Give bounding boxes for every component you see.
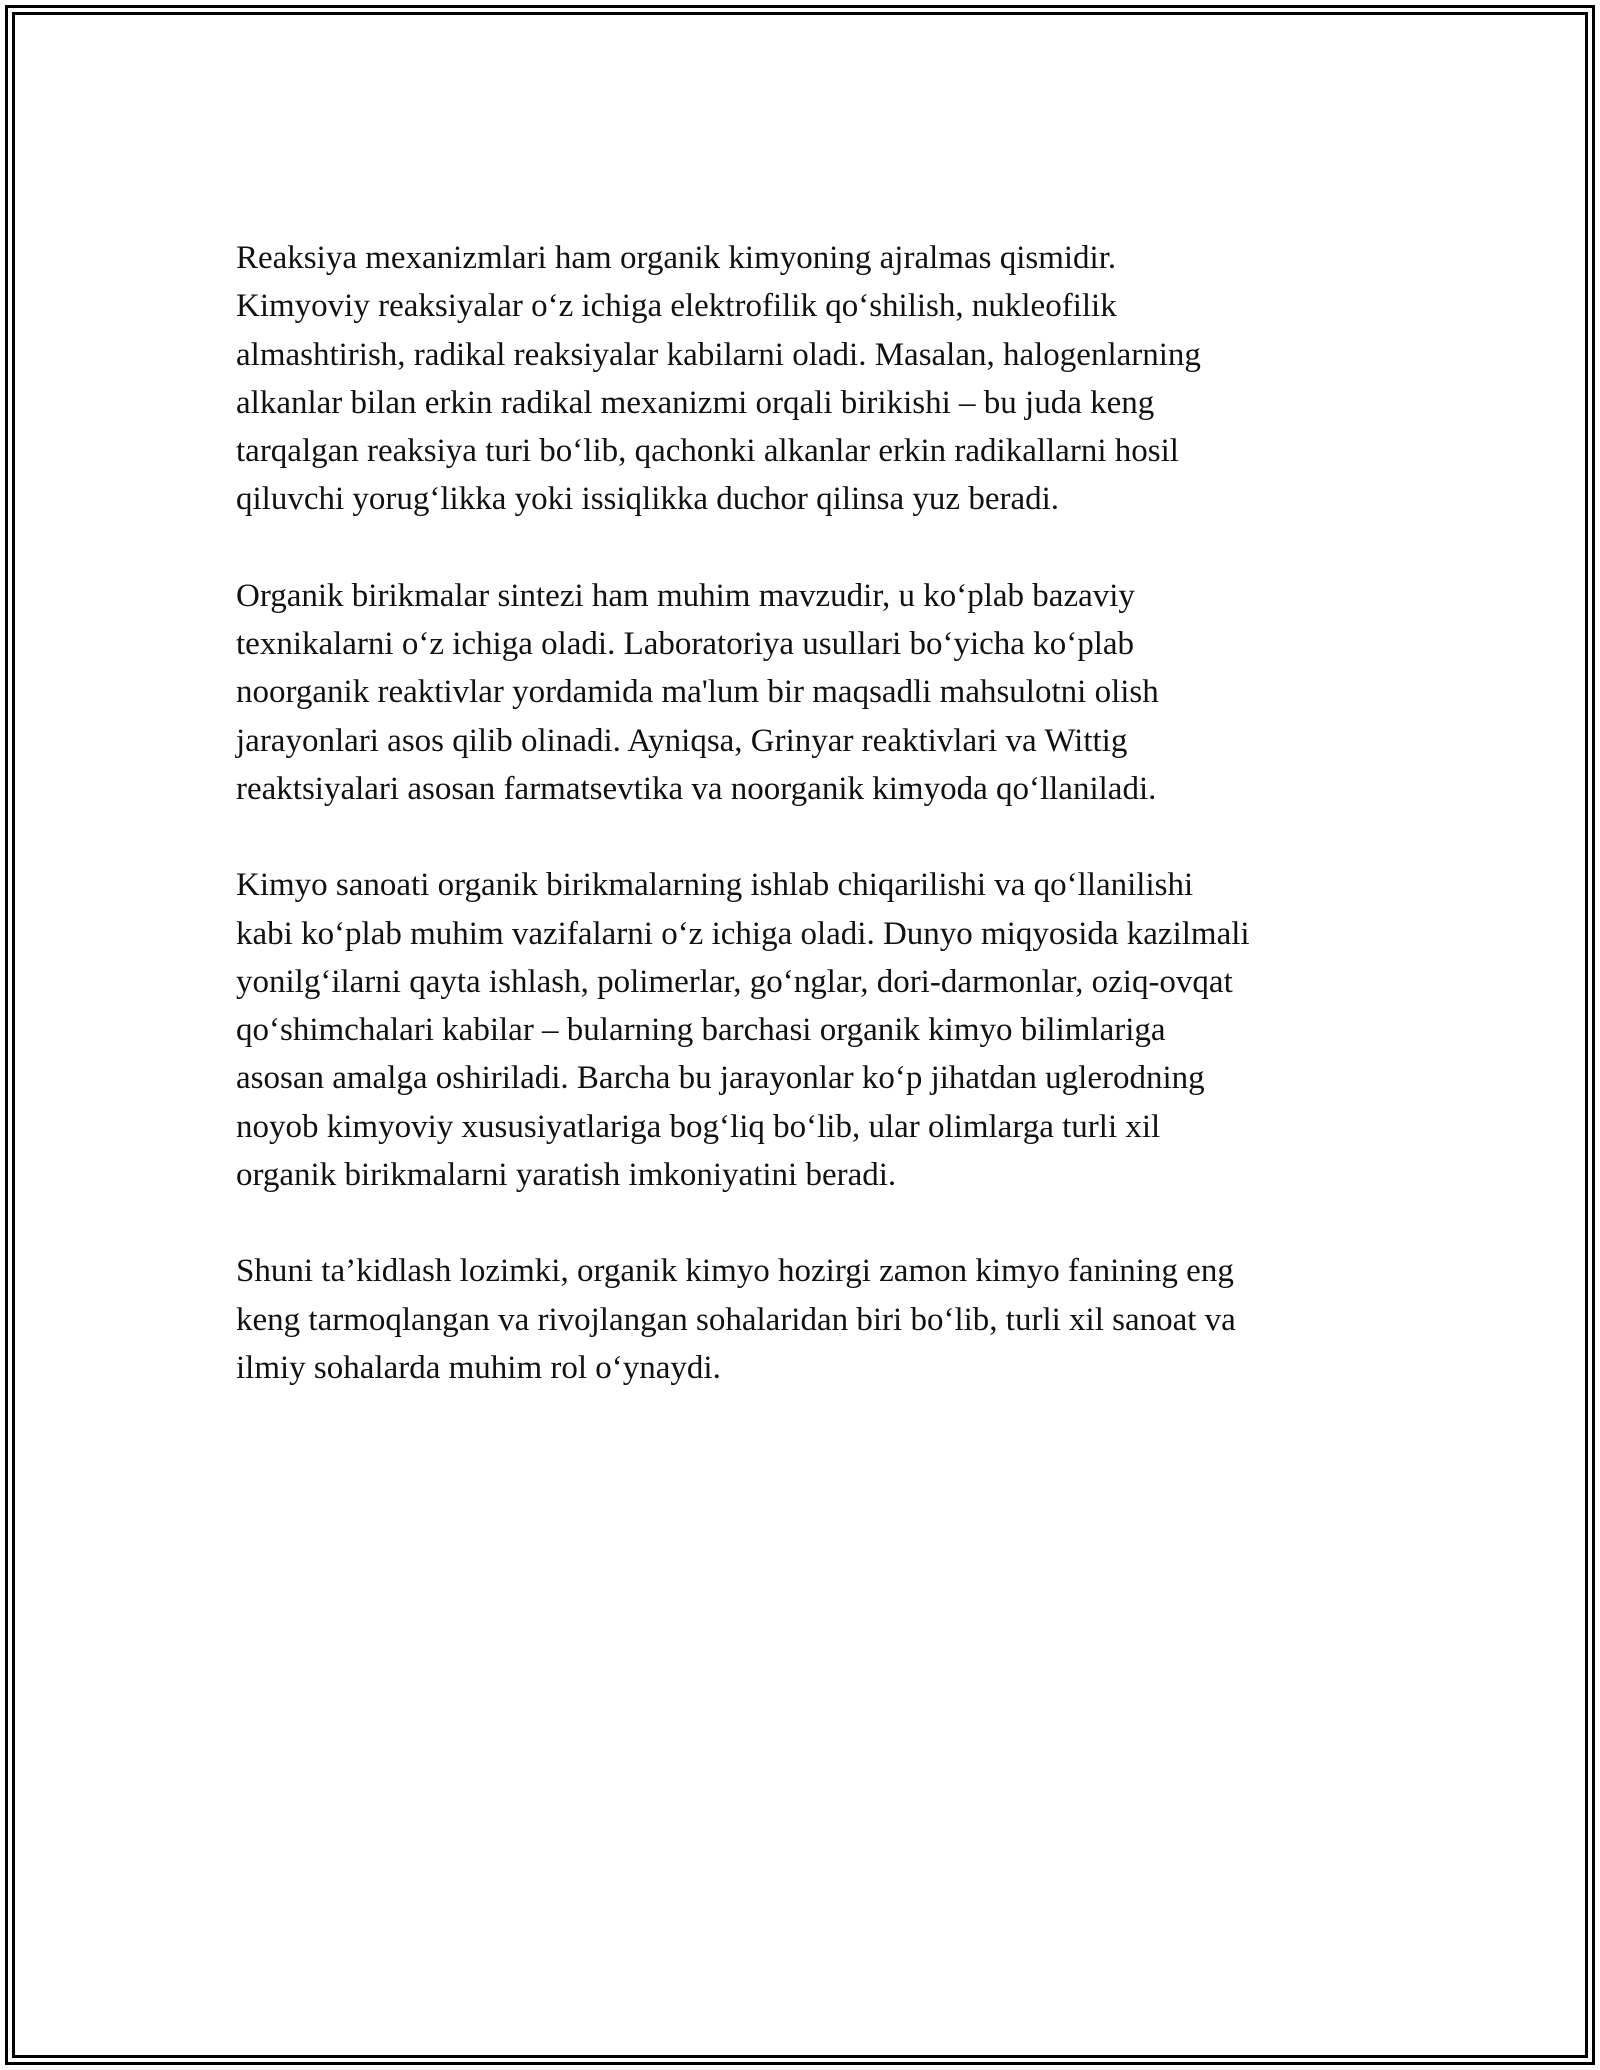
text-line: Kimyo sanoati organik birikmalarning ishlab chiqarilishi va qo‘llanilishi (236, 867, 1194, 904)
text-line: alkanlar bilan erkin radikal mexanizmi orqali birikishi – bu juda keng (236, 384, 1155, 421)
text-line: Organik birikmalar sintezi ham muhim mavzudir, u ko‘plab bazaviy (236, 577, 1135, 614)
document-body (236, 234, 1376, 1440)
text-line: ilmiy sohalarda muhim rol o‘ynaydi. (236, 1349, 721, 1386)
text-line: jarayonlari asos qilib olinadi. Ayniqsa, Grinyar reaktivlari va Wittig (236, 722, 1128, 759)
text-line: asosan amalga oshiriladi. Barcha bu jarayonlar ko‘p jihatdan uglerodning (236, 1060, 1205, 1097)
text-line: noyob kimyoviy xususiyatlariga bog‘liq bo‘lib, ular olimlarga turli xil (236, 1108, 1161, 1145)
text-line: Shuni ta’kidlash lozimki, organik kimyo hozirgi zamon kimyo fanining eng (236, 1253, 1234, 1290)
text-line: qiluvchi yorug‘likka yoki issiqlikka duchor qilinsa yuz beradi. (236, 481, 1060, 518)
text-line: Kimyoviy reaksiyalar o‘z ichiga elektrofilik qo‘shilish, nukleofilik (236, 288, 1117, 325)
text-line: Reaksiya mexanizmlari ham organik kimyoning ajralmas qismidir. (236, 240, 1117, 276)
paragraph-reaction-mechanisms (236, 234, 1376, 524)
text-line: reaktsiyalari asosan farmatsevtika va noorganik kimyoda qo‘llaniladi. (236, 770, 1157, 807)
text-line: texnikalarni o‘z ichiga oladi. Laboratoriya usullari bo‘yicha ko‘plab (236, 626, 1135, 663)
text-line: keng tarmoqlangan va rivojlangan sohalaridan biri bo‘lib, turli xil sanoat va (236, 1301, 1236, 1338)
text-line: kabi ko‘plab muhim vazifalarni o‘z ichiga oladi. Dunyo miqyosida kazilmali (236, 915, 1250, 952)
text-line: qo‘shimchalari kabilar – bularning barchasi organik kimyo bilimlariga (236, 1012, 1166, 1049)
paragraph-chemical-industry (236, 861, 1376, 1199)
text-line: noorganik reaktivlar yordamida ma'lum bir maqsadli mahsulotni olish (236, 674, 1159, 711)
text-line: almashtirish, radikal reaksiyalar kabilarni oladi. Masalan, halogenlarning (236, 336, 1201, 373)
text-line: yonilg‘ilarni qayta ishlash, polimerlar, go‘nglar, dori-darmonlar, oziq-ovqat (236, 963, 1233, 1000)
paragraph-organic-synthesis (236, 572, 1376, 813)
text-line: tarqalgan reaksiya turi bo‘lib, qachonki alkanlar erkin radikallarni hosil (236, 433, 1179, 470)
paragraph-conclusion (236, 1247, 1376, 1392)
text-line: organik birikmalarni yaratish imkoniyatini beradi. (236, 1157, 897, 1194)
